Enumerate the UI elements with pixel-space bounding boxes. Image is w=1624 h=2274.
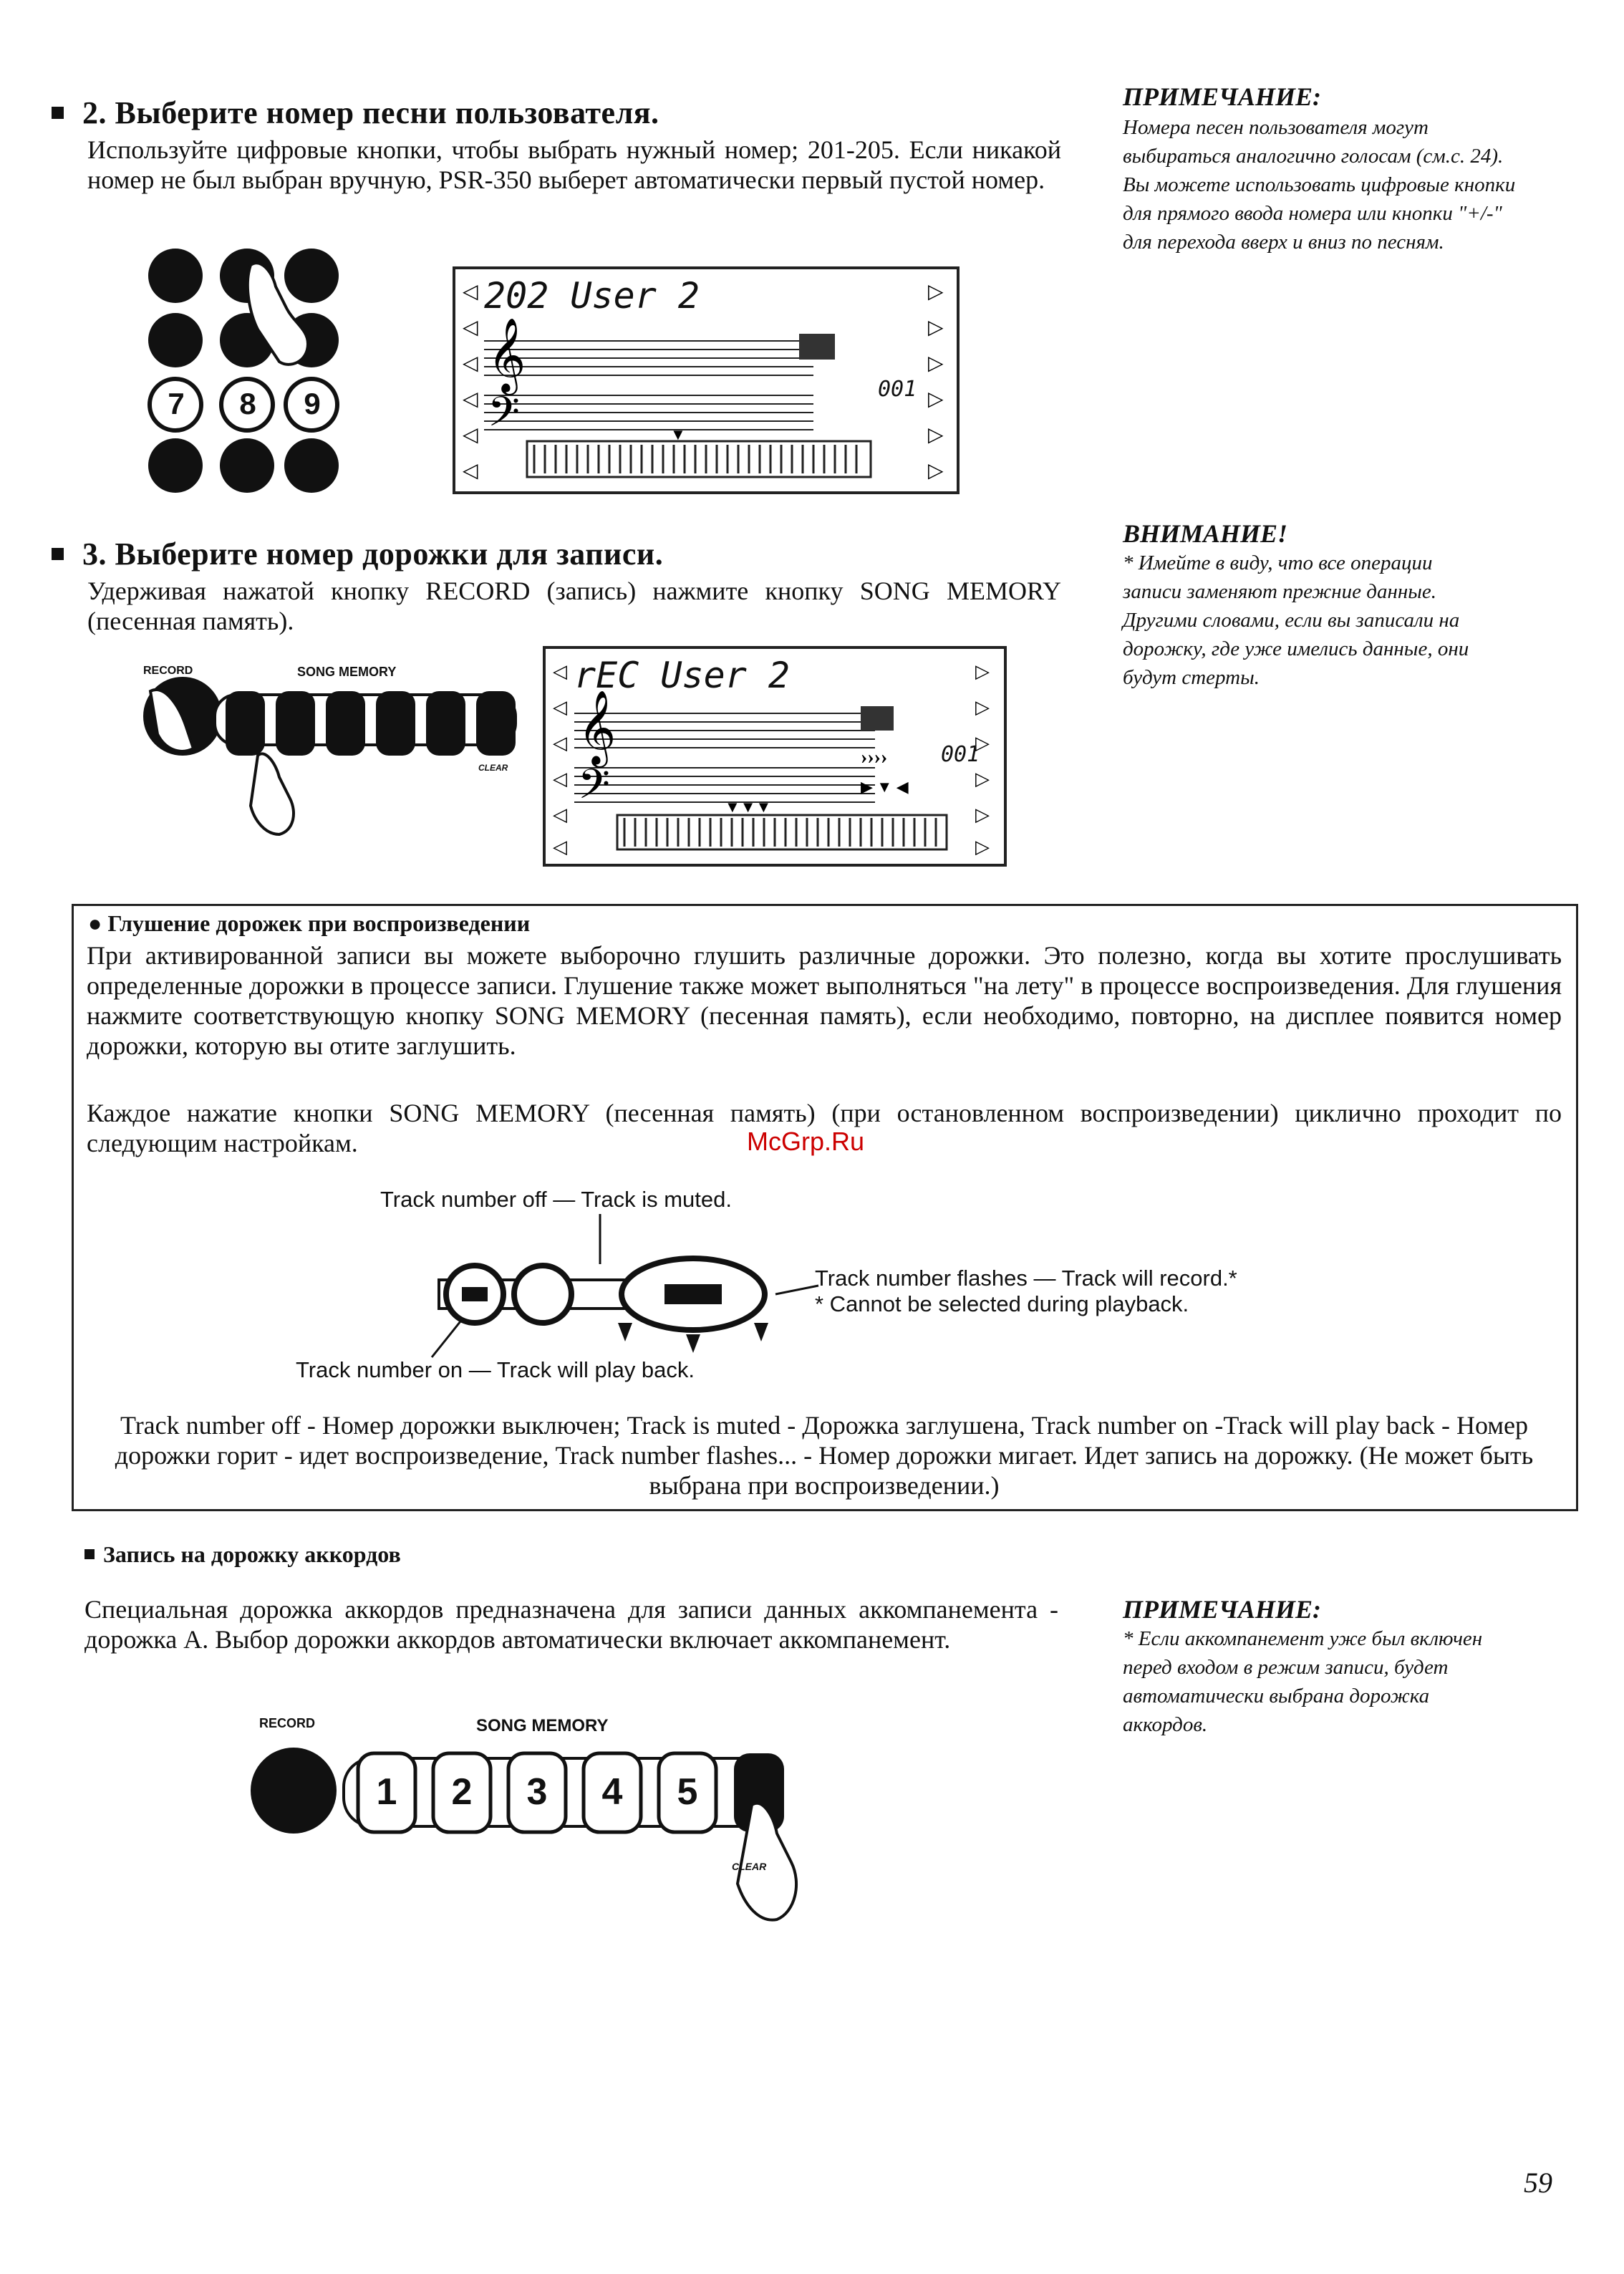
svg-text:𝄞: 𝄞 — [578, 690, 617, 765]
svg-text:◁: ◁ — [553, 769, 567, 790]
mute-box-para2: Каждое нажатие кнопки SONG MEMORY (песенная память) (при остановленном воспроизведении) циклично проходит по следующим настройкам. — [87, 1099, 1562, 1157]
track-state-graphic — [417, 1214, 847, 1364]
svg-text:▷: ▷ — [928, 315, 944, 339]
watermark: McGrp.Ru — [747, 1127, 865, 1156]
svg-text:▷: ▷ — [975, 837, 990, 858]
svg-text:◁: ◁ — [463, 279, 478, 303]
record-song-memory-panel — [136, 663, 523, 849]
svg-text:▷: ▷ — [928, 458, 944, 482]
warning-title: ВНИМАНИЕ! — [1123, 519, 1288, 548]
keypad-key-8[interactable]: 8 — [239, 387, 256, 420]
lcd2-graphic — [546, 649, 1004, 864]
clear-label: CLEAR — [478, 763, 508, 773]
svg-text:𝄢: 𝄢 — [578, 760, 611, 819]
lcd2-text: rEC User 2 — [574, 655, 791, 696]
bullet — [52, 107, 64, 119]
bullet — [52, 548, 64, 560]
bullet-circle: ● — [88, 910, 102, 936]
lcd1-measure: 001 — [878, 377, 917, 402]
svg-text:▷: ▷ — [928, 387, 944, 410]
chord-panel-graphic — [236, 1712, 809, 1984]
note1-title: ПРИМЕЧАНИЕ: — [1123, 82, 1321, 111]
label-track-flashes-note: * Cannot be selected during playback. — [815, 1291, 1189, 1316]
svg-text:▷: ▷ — [975, 733, 990, 754]
svg-text:◁: ◁ — [463, 387, 478, 410]
mute-box-translation: Track number off - Номер дорожки выключен; Track is muted - Дорожка заглушена, Track number on -Track will play back - Номер дорожки горит - идет воспроизведение, Track number flashes... - Номер дорожки мигает. Идет запись на дорожку. (Не может быть выбрана при воспроизведении.) — [115, 1411, 1534, 1500]
numeric-keypad — [143, 244, 351, 494]
svg-text:◁: ◁ — [553, 661, 567, 683]
keypad-key-7[interactable]: 7 — [168, 387, 185, 420]
svg-text:▷: ▷ — [928, 351, 944, 375]
step2-heading — [52, 95, 659, 131]
bullet — [84, 1549, 95, 1559]
svg-text:𝄞: 𝄞 — [488, 317, 526, 392]
mute-box-title-row — [88, 910, 530, 937]
keypad-key-9[interactable]: 9 — [304, 387, 321, 420]
mute-box-title: Глушение дорожек при воспроизведении — [107, 910, 531, 936]
svg-text:◁: ◁ — [463, 351, 478, 375]
svg-text:𝄢: 𝄢 — [488, 387, 521, 446]
svg-text:▷: ▷ — [975, 769, 990, 790]
mute-tracks-box — [72, 904, 1578, 1511]
svg-text:▷: ▷ — [975, 661, 990, 683]
svg-text:◁: ◁ — [463, 315, 478, 339]
note1-text: Номера песен пользователя могут выбираться аналогично голосам (см.с. 24). Вы можете использовать цифровые кнопки для прямого ввода номера или кнопки "+/-" для перехода вверх и вниз по песням. — [1123, 116, 1516, 254]
svg-text:▷: ▷ — [975, 697, 990, 718]
step3-heading — [52, 536, 663, 572]
lcd-display-2 — [543, 646, 1007, 867]
mute-box-para1: При активированной записи вы можете выборочно глушить различные дорожки. Это полезно, когда вы хотите прослушивать определенные дорожки в процессе записи. Глушение также может выполняться "на лету" в процессе воспроизведения. Для глушения нажмите соответствующую кнопку SONG MEMORY (песенная память), если необходимо, повторно, на дисплее появится номер дорожки, которую вы отите заглушить. — [87, 941, 1562, 1060]
chord-title: Запись на дорожку аккордов — [103, 1541, 401, 1567]
note2-text: * Если аккомпанемент уже был включен перед входом в режим записи, будет автоматически выбрана дорожка аккордов. — [1123, 1627, 1483, 1736]
svg-text:▼: ▼ — [670, 425, 686, 443]
svg-text:▷: ▷ — [975, 804, 990, 826]
svg-text:◁: ◁ — [553, 804, 567, 826]
chord-text: Специальная дорожка аккордов предназначена для записи данных аккомпанемента - дорожка А. Выбор дорожки аккордов автоматически включает аккомпанемент. — [84, 1595, 1058, 1654]
svg-text:◁: ◁ — [553, 733, 567, 754]
warning-text: * Имейте в виду, что все операции записи заменяют прежние данные. Другими словами, если вы записали на дорожку, где уже имелись данные, они будут стерты. — [1123, 551, 1469, 689]
step3-title: Выберите номер дорожки для записи. — [115, 536, 664, 572]
svg-text:▷: ▷ — [928, 279, 944, 303]
svg-text:◁: ◁ — [463, 458, 478, 482]
svg-text:▶ ▼ ◀: ▶ ▼ ◀ — [861, 778, 909, 796]
chord-heading — [84, 1541, 401, 1568]
chord-record-label: RECORD — [259, 1716, 316, 1730]
panel-graphic — [136, 663, 523, 849]
step3-number: 3. — [82, 536, 107, 572]
lcd-display-1 — [453, 266, 960, 494]
svg-text:◁: ◁ — [553, 697, 567, 718]
svg-text:▼▼▼: ▼▼▼ — [725, 798, 772, 816]
song-memory-button-2[interactable]: 2 — [451, 1771, 473, 1813]
chord-song-memory-label: SONG MEMORY — [476, 1716, 609, 1735]
song-memory-button-3[interactable]: 3 — [526, 1771, 548, 1813]
svg-text:››››: ›››› — [861, 746, 888, 769]
step3-text: Удерживая нажатой кнопку RECORD (запись) нажмите кнопку SONG MEMORY (песенная память). — [87, 577, 1061, 635]
chord-record-panel — [236, 1712, 809, 1984]
song-memory-button-1[interactable]: 1 — [376, 1771, 397, 1813]
step2-title: Выберите номер песни пользователя. — [115, 95, 659, 130]
label-track-flashes: Track number flashes — Track will record.* — [815, 1266, 1237, 1291]
record-label: RECORD — [143, 665, 193, 677]
label-track-on: Track number on — Track will play back. — [296, 1357, 695, 1382]
keypad-graphic — [143, 244, 351, 494]
step2-number: 2. — [82, 95, 107, 130]
song-memory-button-5[interactable]: 5 — [677, 1771, 698, 1813]
lcd1-text: 202 User 2 — [484, 275, 700, 317]
label-track-off: Track number off — Track is muted. — [380, 1187, 732, 1212]
lcd2-measure: 001 — [941, 742, 980, 767]
note2-title: ПРИМЕЧАНИЕ: — [1123, 1595, 1321, 1624]
svg-text:◁: ◁ — [463, 423, 478, 446]
chord-clear-label: CLEAR — [732, 1861, 767, 1872]
svg-text:▷: ▷ — [928, 423, 944, 446]
song-memory-button-4[interactable]: 4 — [601, 1771, 623, 1813]
song-memory-label: SONG MEMORY — [297, 665, 397, 679]
step2-text: Используйте цифровые кнопки, чтобы выбрать нужный номер; 201-205. Если никакой номер не был выбран вручную, PSR-350 выберет автоматически первый пустой номер. — [87, 135, 1061, 194]
page-number: 59 — [1524, 2167, 1552, 2199]
svg-text:◁: ◁ — [553, 837, 567, 858]
